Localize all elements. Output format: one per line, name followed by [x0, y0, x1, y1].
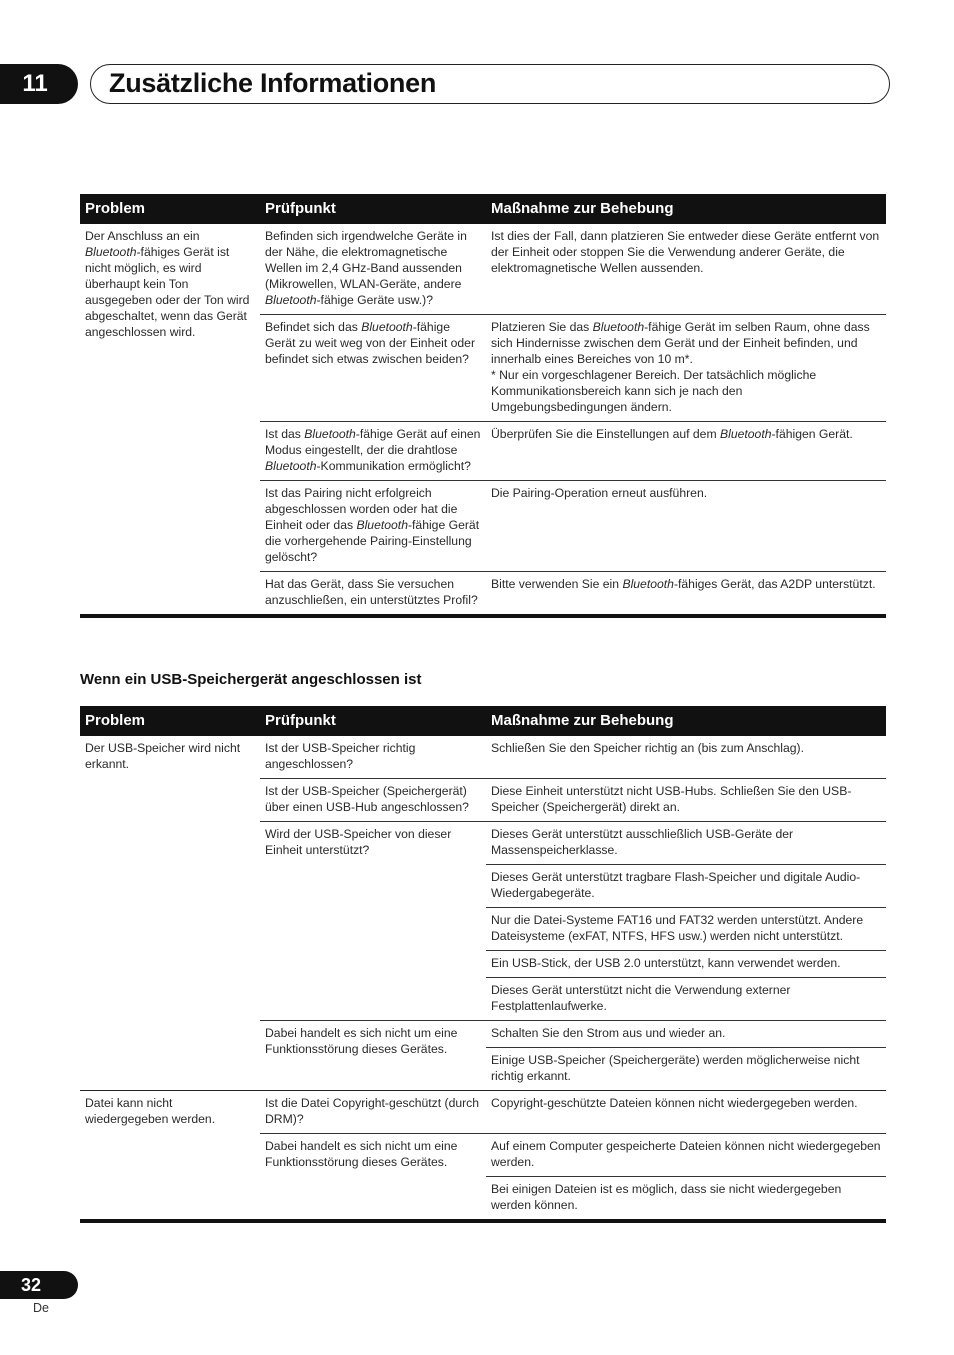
remedy-cell — [486, 315, 886, 422]
text-segment: -fähige Geräte usw.)? — [316, 293, 434, 307]
usb-troubleshooting-table — [80, 706, 886, 1223]
italic-term: Bluetooth — [85, 245, 137, 259]
italic-term: Bluetooth — [265, 459, 317, 473]
italic-term: Bluetooth — [361, 320, 413, 334]
page-number: 32 — [0, 1271, 78, 1299]
checkpoint-cell: Wird der USB-Speicher von dieser Einheit unterstützt? — [260, 822, 486, 1021]
column-header-checkpoint: Prüfpunkt — [260, 194, 486, 224]
remedy-cell: Diese Einheit unterstützt nicht USB-Hubs. Schließen Sie den USB-Speicher (Speichergerät) direkt an. — [486, 779, 886, 822]
checkpoint-cell — [260, 572, 486, 617]
checkpoint-cell: Ist der USB-Speicher richtig angeschlossen? — [265, 741, 416, 771]
checkpoint-cell: Ist der USB-Speicher (Speichergerät) über einen USB-Hub angeschlossen? — [260, 779, 486, 822]
text-segment: Befindet sich das — [265, 320, 362, 334]
remedy-cell: Bei einigen Dateien ist es möglich, dass sie nicht wiedergegeben werden können. — [486, 1177, 886, 1222]
remedy-cell: Auf einem Computer gespeicherte Dateien können nicht wiedergegeben werden. — [486, 1134, 886, 1177]
italic-term: Bluetooth — [356, 518, 408, 532]
text-segment: -fähiges Gerät, das A2DP unterstützt. — [673, 577, 876, 591]
text-segment: -fähige Gerät die vorhergehende Pairing-Einstellung gelöscht? — [265, 518, 480, 564]
text-segment: -Kommunikation ermöglicht? — [316, 459, 471, 473]
problem-cell: Der USB-Speicher wird nicht erkannt. — [85, 741, 241, 771]
column-header-problem: Problem — [80, 194, 260, 224]
column-header-remedy: Maßnahme zur Behebung — [486, 706, 886, 736]
language-code: De — [33, 1301, 49, 1315]
text-segment: -fähiges Gerät ist nicht möglich, es wird überhaupt kein Ton ausgegeben oder der Ton wird abgeschaltet, wenn das Gerät angeschlossen wird. — [85, 245, 250, 339]
italic-term: Bluetooth — [720, 427, 772, 441]
checkpoint-cell — [260, 481, 486, 572]
table-row — [80, 1091, 886, 1134]
italic-term: Bluetooth — [304, 427, 356, 441]
text-segment: Die Pairing-Operation erneut ausführen. — [491, 486, 708, 500]
remedy-cell: Copyright-geschützte Dateien können nicht wiedergegeben werden. — [486, 1091, 886, 1134]
remedy-cell: Dieses Gerät unterstützt tragbare Flash-Speicher und digitale Audio-Wiedergabegeräte. — [486, 865, 886, 908]
text-segment: Platzieren Sie das — [491, 320, 593, 334]
column-header-problem: Problem — [80, 706, 260, 736]
checkpoint-cell — [260, 315, 486, 422]
checkpoint-cell: Dabei handelt es sich nicht um eine Funktionsstörung dieses Gerätes. — [260, 1021, 486, 1091]
remedy-cell: Dieses Gerät unterstützt nicht die Verwendung externer Festplattenlaufwerke. — [486, 978, 886, 1021]
remedy-cell — [486, 572, 886, 617]
text-segment: Ist das Pairing nicht erfolgreich abgeschlossen worden oder hat die Einheit oder das — [265, 486, 458, 532]
italic-term: Bluetooth — [622, 577, 674, 591]
text-segment: Ist dies der Fall, dann platzieren Sie entweder diese Geräte entfernt von der Einheit oder stoppen Sie die Verwendung anderer Geräte, die elektromagnetische Wellen aussenden. — [491, 229, 880, 275]
checkpoint-cell — [260, 224, 486, 315]
text-segment: -fähigen Gerät. — [771, 427, 853, 441]
text-segment: * Nur ein vorgeschlagener Bereich. Der tatsächlich mögliche Kommunikationsbereich kann sich je nach den Umgebungsbedingungen ändern. — [491, 368, 817, 414]
text-segment: Hat das Gerät, dass Sie versuchen anzuschließen, ein unterstütztes Profil? — [265, 577, 478, 607]
problem-cell — [80, 224, 260, 616]
checkpoint-cell: Dabei handelt es sich nicht um eine Funktionsstörung dieses Gerätes. — [260, 1134, 486, 1222]
text-segment: Ist das — [265, 427, 305, 441]
table-row — [80, 224, 886, 315]
text-segment: Bitte verwenden Sie ein — [491, 577, 623, 591]
text-segment: -fähige Gerät auf einen Modus eingestellt, der die drahtlose — [265, 427, 481, 457]
chapter-number-tab: 11 — [0, 64, 78, 104]
italic-term: Bluetooth — [265, 293, 317, 307]
table-row — [80, 736, 886, 779]
text-segment: Überprüfen Sie die Einstellungen auf dem — [491, 427, 720, 441]
checkpoint-cell — [260, 422, 486, 481]
remedy-cell: Nur die Datei-Systeme FAT16 und FAT32 werden unterstützt. Andere Dateisysteme (exFAT, NTFS, HFS usw.) werden nicht unterstützt. — [486, 908, 886, 951]
column-header-checkpoint: Prüfpunkt — [260, 706, 486, 736]
column-header-remedy: Maßnahme zur Behebung — [486, 194, 886, 224]
section-heading-usb: Wenn ein USB-Speichergerät angeschlossen ist — [80, 671, 422, 688]
remedy-cell — [486, 481, 886, 572]
remedy-cell: Ein USB-Stick, der USB 2.0 unterstützt, kann verwendet werden. — [486, 951, 886, 978]
remedy-cell: Einige USB-Speicher (Speichergeräte) werden möglicherweise nicht richtig erkannt. — [486, 1048, 886, 1091]
italic-term: Bluetooth — [592, 320, 645, 334]
text-segment: -fähige Gerät im selben Raum, ohne dass sich Hindernisse zwischen dem Gerät und der Einheit befinden, und innerhalb eines Bereiches von 10 m*. — [491, 320, 870, 366]
remedy-cell: Dieses Gerät unterstützt ausschließlich USB-Geräte der Massenspeicherklasse. — [486, 822, 886, 865]
checkpoint-cell: Ist die Datei Copyright-geschützt (durch DRM)? — [260, 1091, 486, 1134]
bluetooth-troubleshooting-table — [80, 194, 886, 618]
remedy-cell — [486, 224, 886, 315]
remedy-cell: Schalten Sie den Strom aus und wieder an. — [486, 1021, 886, 1048]
remedy-cell: Schließen Sie den Speicher richtig an (bis zum Anschlag). — [491, 741, 804, 755]
chapter-title: Zusätzliche Informationen — [90, 64, 890, 104]
text-segment: Befinden sich irgendwelche Geräte in der Nähe, die elektromagnetische Wellen im 2,4 GHz-Band aussenden (Mikrowellen, WLAN-Geräte, andere — [265, 229, 467, 291]
problem-cell: Datei kann nicht wiedergegeben werden. — [80, 1091, 260, 1222]
text-segment: Der Anschluss an ein — [85, 229, 200, 243]
remedy-cell — [486, 422, 886, 481]
text-segment: -fähige Gerät zu weit weg von der Einheit oder befindet sich etwas zwischen beiden? — [265, 320, 476, 366]
